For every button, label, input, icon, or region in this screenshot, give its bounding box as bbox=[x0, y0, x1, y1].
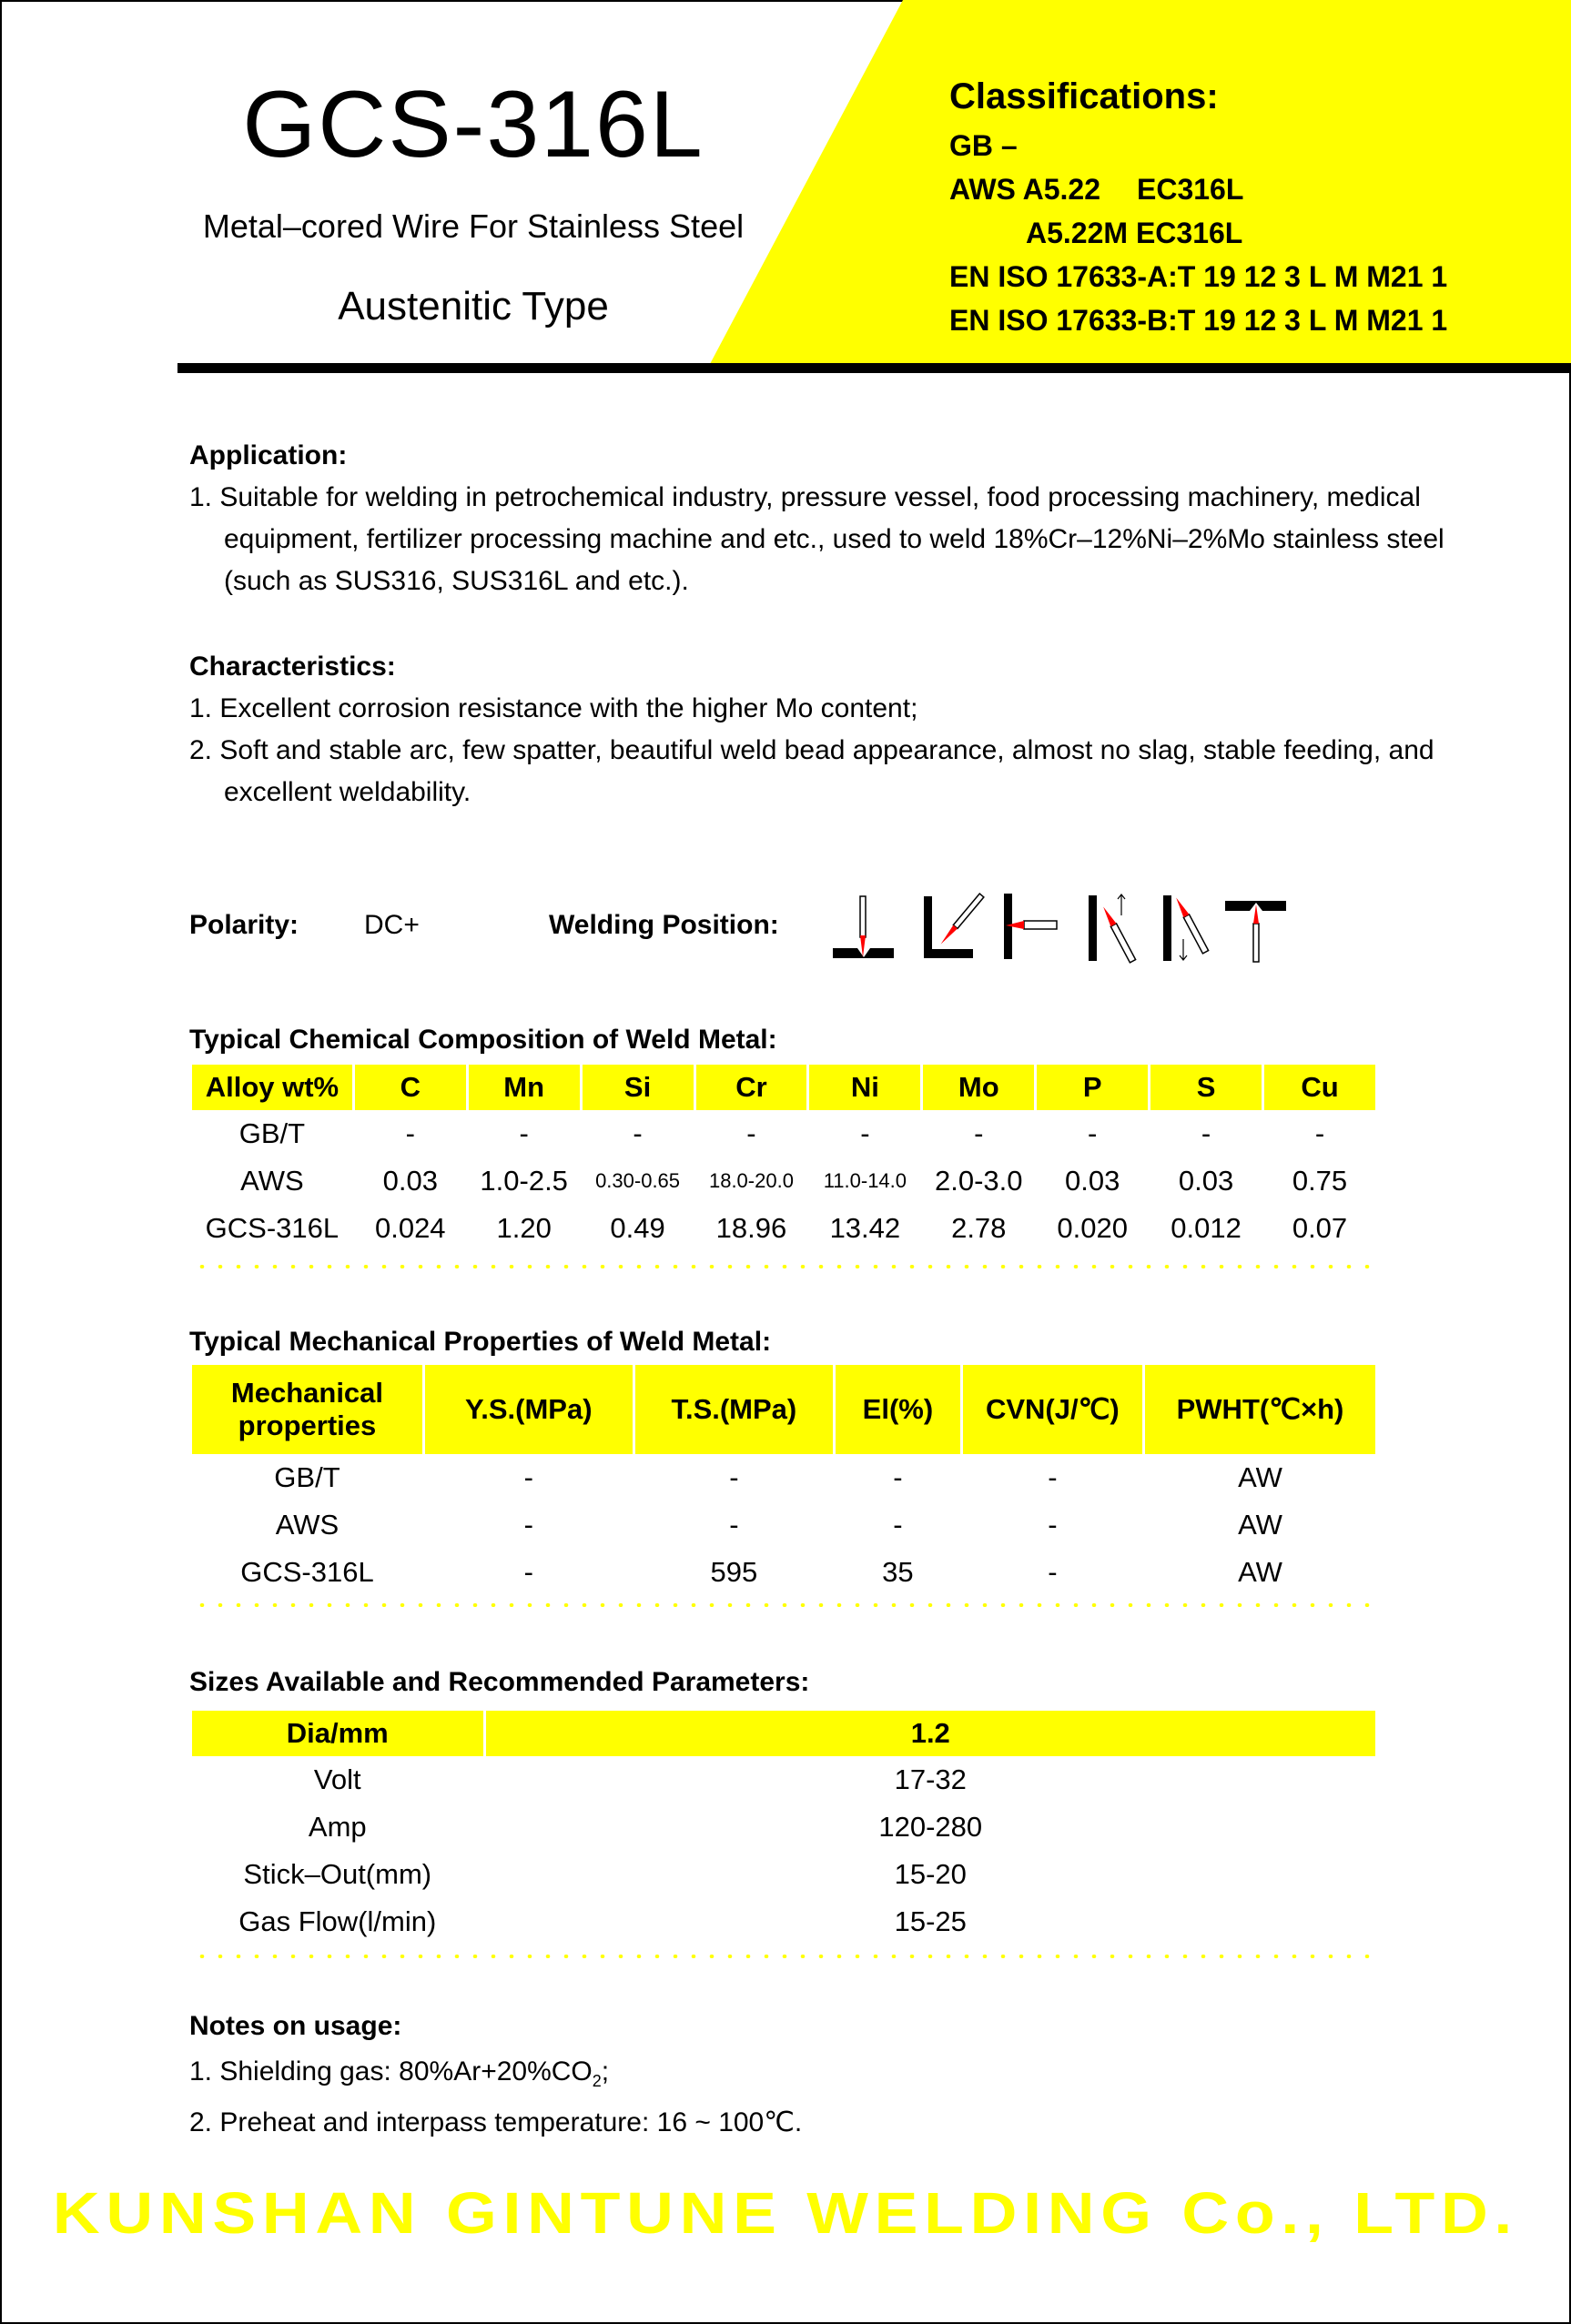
class-en-a: EN ISO 17633-A:T 19 12 3 L M M21 1 bbox=[949, 260, 1448, 293]
class-en-b: EN ISO 17633-B:T 19 12 3 L M M21 1 bbox=[949, 304, 1448, 337]
sizes-table bbox=[189, 1711, 1378, 1945]
cell: - bbox=[519, 1117, 529, 1149]
characteristics-item: 2. Soft and stable arc, few spatter, beautiful weld bead appearance, almost no slag, stable feeding, and excellent weldability. bbox=[189, 735, 1434, 807]
polarity-label: Polarity: bbox=[189, 910, 299, 940]
cell: AWS bbox=[275, 1509, 340, 1541]
cell: - bbox=[1048, 1556, 1058, 1588]
header-cell: PWHT(℃×h) bbox=[1145, 1365, 1375, 1454]
cell: 0.03 bbox=[1064, 1165, 1120, 1197]
notes-subscript: 2 bbox=[592, 2072, 602, 2090]
characteristics-heading: Characteristics: bbox=[189, 652, 396, 682]
table-header-row bbox=[192, 1065, 1375, 1110]
product-subtitle: Metal–cored Wire For Stainless Steel bbox=[202, 207, 745, 245]
cell: 595 bbox=[710, 1556, 758, 1588]
cell: GB/T bbox=[274, 1461, 340, 1493]
welding-position-icons bbox=[819, 874, 1383, 983]
horizontal-fillet-icon bbox=[924, 894, 984, 958]
header-cell: S bbox=[1150, 1065, 1262, 1110]
cell: Gas Flow(l/min) bbox=[238, 1905, 437, 1937]
header-cell: CVN(J/℃) bbox=[963, 1365, 1142, 1454]
cell: - bbox=[523, 1556, 533, 1588]
table-row bbox=[192, 1454, 1375, 1501]
header-cell: Dia/mm bbox=[192, 1711, 483, 1756]
cell: AWS bbox=[240, 1165, 304, 1197]
cell: AW bbox=[1238, 1556, 1282, 1588]
cell: 18.0-20.0 bbox=[708, 1169, 794, 1192]
cell: Amp bbox=[308, 1811, 367, 1843]
cell: 11.0-14.0 bbox=[823, 1169, 907, 1192]
application-section bbox=[189, 435, 1480, 602]
notes-item: 2. Preheat and interpass temperature: 16 ~ 100℃. bbox=[189, 2107, 803, 2137]
class-aws-m-value: EC316L bbox=[1135, 217, 1243, 249]
header-cell: Mn bbox=[469, 1065, 580, 1110]
cell: 0.07 bbox=[1292, 1212, 1348, 1244]
cell: - bbox=[746, 1117, 756, 1149]
notes-section bbox=[189, 2006, 802, 2144]
header-cell: Cr bbox=[696, 1065, 807, 1110]
dotted-divider bbox=[193, 1265, 1376, 1268]
cell: - bbox=[1048, 1509, 1058, 1541]
notes-item bbox=[189, 2051, 802, 2102]
header-cell: 1.2 bbox=[486, 1711, 1375, 1756]
cell: AW bbox=[1238, 1461, 1282, 1493]
table-row bbox=[192, 1205, 1375, 1252]
cell: Volt bbox=[313, 1763, 361, 1795]
notes-heading: Notes on usage: bbox=[189, 2011, 402, 2041]
cell: 0.03 bbox=[1178, 1165, 1234, 1197]
vertical-down-icon bbox=[1163, 895, 1209, 961]
application-item: 1. Suitable for welding in petrochemical industry, pressure vessel, food processing machinery, medical equipment, fertilizer processing machine and etc., used to weld 18%Cr–12%Ni–2%Mo stainless steel (such as SUS316, SUS316L and etc.). bbox=[189, 482, 1444, 596]
cell: - bbox=[523, 1509, 533, 1541]
cell: - bbox=[729, 1461, 739, 1493]
flat-position-icon bbox=[833, 896, 894, 958]
cell: 2.78 bbox=[951, 1212, 1007, 1244]
table-row bbox=[192, 1804, 1375, 1851]
cell: 0.75 bbox=[1292, 1165, 1348, 1197]
cell: - bbox=[1087, 1117, 1098, 1149]
cell: 18.96 bbox=[715, 1212, 787, 1244]
header-cell: C bbox=[355, 1065, 466, 1110]
mechanical-title: Typical Mechanical Properties of Weld Metal: bbox=[189, 1327, 772, 1357]
mechanical-table bbox=[189, 1365, 1378, 1596]
cell: 120-280 bbox=[878, 1811, 983, 1843]
cell: - bbox=[1048, 1461, 1058, 1493]
cell: - bbox=[1201, 1117, 1211, 1149]
header-cell: P bbox=[1037, 1065, 1148, 1110]
header-cell: Ni bbox=[809, 1065, 920, 1110]
class-aws-m: A5.22M bbox=[1026, 217, 1129, 249]
cell: GCS-316L bbox=[205, 1212, 340, 1244]
welding-position-label: Welding Position: bbox=[549, 910, 779, 940]
table-row bbox=[192, 1501, 1375, 1549]
cell: - bbox=[893, 1461, 903, 1493]
header-cell: T.S.(MPa) bbox=[635, 1365, 834, 1454]
cell: 15-25 bbox=[894, 1905, 967, 1937]
cell: 35 bbox=[882, 1556, 914, 1588]
cell: GCS-316L bbox=[240, 1556, 374, 1588]
header-cell: Alloy wt% bbox=[192, 1065, 352, 1110]
company-logo-text: KUNSHAN GINTUNE WELDING Co., LTD. bbox=[52, 2180, 1519, 2246]
cell: 17-32 bbox=[894, 1763, 967, 1795]
cell: - bbox=[860, 1117, 870, 1149]
cell: - bbox=[405, 1117, 415, 1149]
header-cell: El(%) bbox=[836, 1365, 960, 1454]
chemical-title: Typical Chemical Composition of Weld Metal: bbox=[189, 1025, 777, 1055]
header-cell: Y.S.(MPa) bbox=[425, 1365, 633, 1454]
application-heading: Application: bbox=[189, 440, 348, 470]
cell: - bbox=[523, 1461, 533, 1493]
dotted-divider bbox=[193, 1955, 1376, 1958]
cell: 0.012 bbox=[1171, 1212, 1242, 1244]
table-row bbox=[192, 1756, 1375, 1804]
cell: 15-20 bbox=[894, 1858, 967, 1890]
cell: 13.42 bbox=[829, 1212, 901, 1244]
cell: GB/T bbox=[238, 1117, 306, 1149]
cell: 0.03 bbox=[382, 1165, 438, 1197]
table-row bbox=[192, 1110, 1375, 1157]
cell: 1.20 bbox=[496, 1212, 552, 1244]
cell: - bbox=[974, 1117, 984, 1149]
vertical-up-icon bbox=[1089, 894, 1136, 963]
cell: - bbox=[633, 1117, 643, 1149]
cell: AW bbox=[1238, 1509, 1282, 1541]
class-aws: AWS A5.22 bbox=[949, 173, 1100, 206]
dotted-divider bbox=[193, 1603, 1376, 1607]
table-header-row bbox=[192, 1711, 1375, 1756]
polarity-value: DC+ bbox=[364, 910, 420, 940]
characteristics-item: 1. Excellent corrosion resistance with the higher Mo content; bbox=[189, 693, 918, 723]
chemical-table bbox=[189, 1065, 1378, 1252]
cell: 0.30-0.65 bbox=[595, 1169, 681, 1192]
table-row bbox=[192, 1549, 1375, 1596]
horizontal-position-icon bbox=[1004, 894, 1057, 959]
cell: Stick–Out(mm) bbox=[243, 1858, 432, 1890]
table-header-row bbox=[192, 1365, 1375, 1454]
cell: - bbox=[1314, 1117, 1325, 1149]
table-row bbox=[192, 1898, 1375, 1945]
header-cell: Mo bbox=[923, 1065, 1034, 1110]
product-type: Austenitic Type bbox=[338, 284, 609, 328]
classifications bbox=[949, 71, 1447, 342]
cell: - bbox=[893, 1509, 903, 1541]
header-cell: Si bbox=[583, 1065, 694, 1110]
product-title: GCS-316L bbox=[242, 72, 704, 177]
cell: 0.020 bbox=[1057, 1212, 1128, 1244]
cell: 2.0-3.0 bbox=[935, 1165, 1023, 1197]
header-divider bbox=[177, 363, 1571, 373]
classifications-heading: Classifications: bbox=[949, 76, 1219, 116]
notes-text: 1. Shielding gas: 80%Ar+20%CO bbox=[189, 2056, 593, 2087]
notes-text: ; bbox=[601, 2056, 610, 2087]
sizes-title: Sizes Available and Recommended Parameters: bbox=[189, 1667, 810, 1697]
cell: - bbox=[729, 1509, 739, 1541]
cell: 0.024 bbox=[374, 1212, 446, 1244]
class-aws-value: EC316L bbox=[1136, 173, 1244, 206]
overhead-position-icon bbox=[1225, 901, 1286, 962]
class-gb: GB – bbox=[949, 129, 1018, 162]
header-cell: Mechanical properties bbox=[192, 1365, 422, 1454]
table-row bbox=[192, 1157, 1375, 1205]
cell: 0.49 bbox=[610, 1212, 665, 1244]
header-cell: Cu bbox=[1264, 1065, 1375, 1110]
table-row bbox=[192, 1851, 1375, 1898]
characteristics-section bbox=[189, 646, 1480, 813]
cell: 1.0-2.5 bbox=[480, 1165, 568, 1197]
